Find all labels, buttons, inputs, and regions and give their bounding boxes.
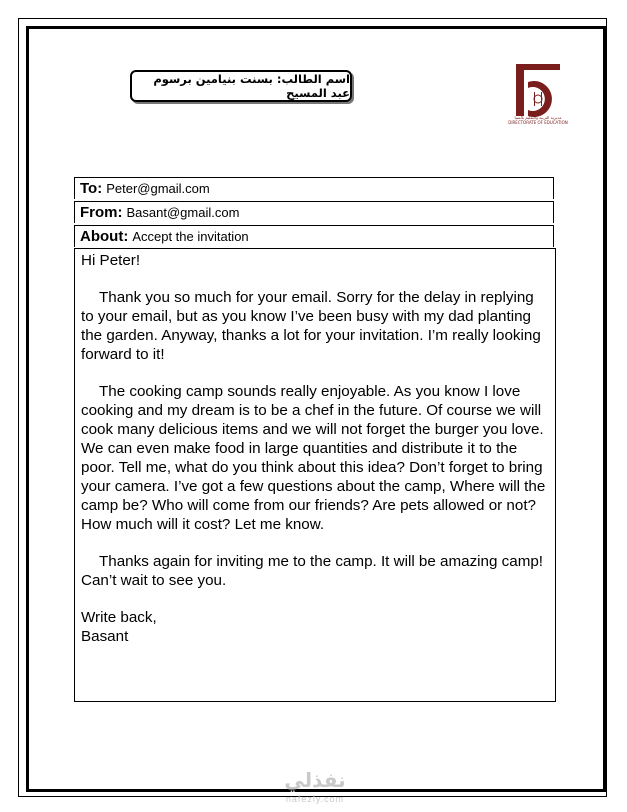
email-about-row xyxy=(74,225,554,247)
student-name-box: اسم الطالب: بسنت بنيامين برسوم عبد المسيح xyxy=(130,70,352,102)
paragraph: Thanks again for inviting me to the camp. It will be amazing camp! Can’t wait to see you. xyxy=(81,553,544,589)
paragraph: Thank you so much for your email. Sorry for the delay in replying to your email, but as you know I’ve been busy with my dad planting the garden. Anyway, thanks a lot for your invitation. I’m really looking forward to it! xyxy=(81,289,541,363)
about-value: Accept the invitation xyxy=(132,229,249,244)
greeting: Hi Peter! xyxy=(81,252,141,269)
to-label: To: xyxy=(80,180,103,197)
signature: Basant xyxy=(81,628,129,645)
email-from-row xyxy=(74,201,554,223)
to-value: Peter@gmail.com xyxy=(106,181,210,196)
email-body xyxy=(74,248,556,702)
email-to-row xyxy=(74,177,554,199)
closing: Write back, xyxy=(81,609,157,626)
about-label: About: xyxy=(80,228,129,245)
watermark-domain: nafezly.com xyxy=(285,794,345,804)
logo-caption: مديرية التربية والتعليم بالمنيا DIRECTORATE OF EDUCATION xyxy=(508,115,568,125)
watermark-logo: نفذلي xyxy=(284,768,346,792)
paragraph: The cooking camp sounds really enjoyable. As you know I love cooking and my dream is to be a chef in the future. Of course we will cook many delicious items and we will not forget the burger you love. We can even make food in large quantities and distribute it to the poor. Tell me, what do you think about this idea? Don’t forget to bring your camera. I’ve got a few questions about the camp, Where will the camp be? Who will come from our friends? Are pets allowed or not? How much will it cost? Let me know. xyxy=(81,383,546,533)
from-label: From: xyxy=(80,204,123,221)
from-value: Basant@gmail.com xyxy=(126,205,240,220)
